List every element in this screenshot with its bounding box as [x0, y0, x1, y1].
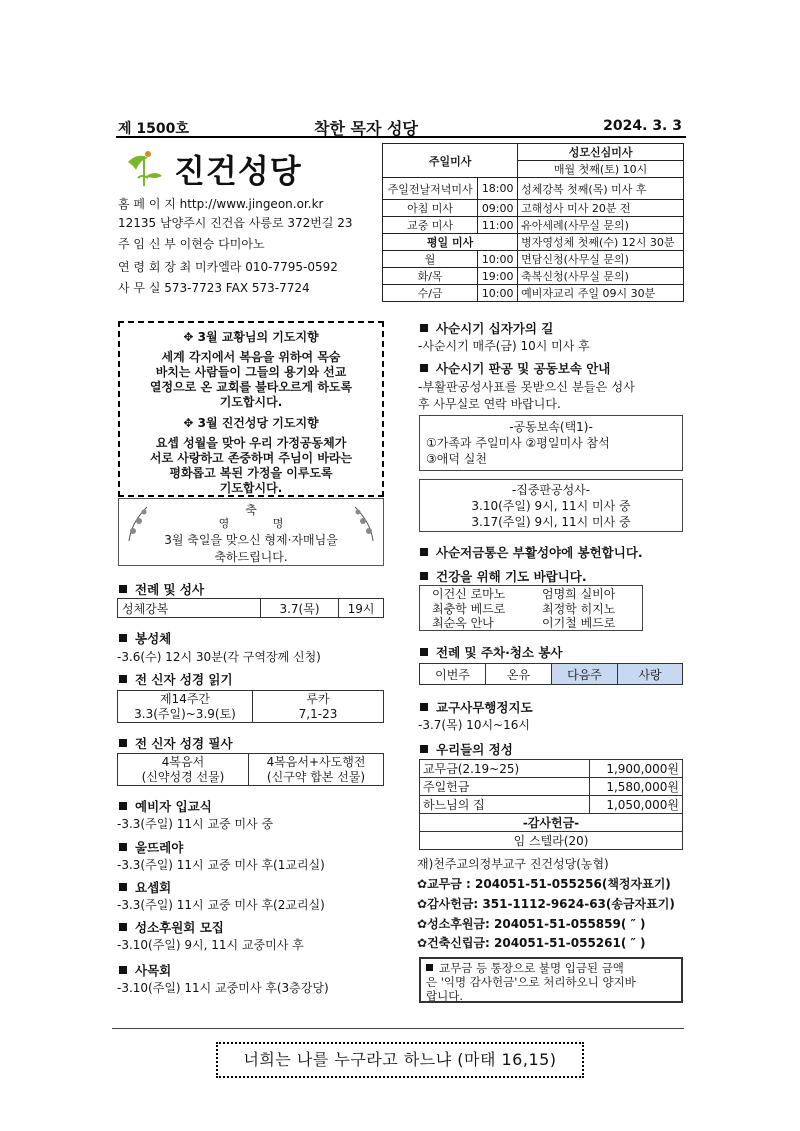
section-title-liturgy: 전례 및 성사 — [119, 580, 204, 598]
table-row: 교중 미사 11:00 유아세례(사무실 문의) — [383, 217, 684, 234]
account-holder: 재)천주교의정부교구 진건성당(농협) — [417, 857, 609, 871]
parish-logo — [122, 146, 322, 190]
bulletin-header — [116, 118, 686, 138]
account-line: ✿감사헌금: 351-1112-9624-63(송금자표기) — [417, 897, 675, 911]
table-row: 교무금(2.19~25) 1,900,000원 — [420, 760, 683, 778]
issue-number: 제 1500호 — [118, 121, 189, 137]
common-penance-box: -공동보속(택1)- ①가족과 주일미사 ②평일미사 참석 ③애덕 실천 — [419, 415, 683, 471]
section-title-stations: 사순시기 십자가의 길 — [420, 319, 553, 337]
section-title-bible-reading: 전 신자 성경 읽기 — [119, 670, 233, 688]
section-title-duty-roster: 전례 및 주차·청소 봉사 — [420, 643, 562, 661]
section-title-offerings: 우리들의 정성 — [420, 740, 513, 758]
pastor-line: 주 임 신 부 이현승 다미아노 — [118, 237, 265, 251]
duty-roster-table: 이번주 온유 다음주 사랑 — [419, 663, 683, 685]
section-title-lent-offering: 사순저금통은 부활성야에 봉헌합니다. — [420, 543, 643, 561]
section-title-health-prayer: 건강을 위해 기도 바랍니다. — [420, 567, 587, 585]
section-title-catechumen: 예비자 입교식 — [119, 797, 212, 815]
weekday-mass-header: 평일 미사 — [383, 234, 518, 251]
address-line: 12135 남양주시 진건읍 사릉로 372번길 23 — [118, 216, 353, 230]
list-item: 최충학 베드로 최정학 히지노 — [432, 601, 616, 616]
sacred-heart-header: 성모신심미사 — [518, 144, 684, 161]
list-item: 최순옥 안나 이기철 베드로 — [432, 616, 616, 630]
square-bullet-icon — [426, 964, 433, 971]
feast-day-celebration: 축 영 명 3월 축일을 맞으신 형제·자매님을 축하드립니다. — [118, 498, 384, 566]
homepage-line: 홈 페 이 지 http://www.jingeon.or.kr — [118, 197, 324, 211]
mass-schedule-table — [382, 143, 684, 302]
table-row: 아침 미사 09:00 고해성사 미사 20분 전 — [383, 200, 684, 217]
gospel-verse: 너희는 나를 누구라고 하느냐 (마태 16,15) — [216, 1042, 584, 1078]
account-line: ✿성소후원금: 204051-51-055859( ″ ) — [417, 917, 646, 931]
cross-icon: ✥ — [183, 416, 198, 430]
prayer-intentions-box: ✥ 3월 교황님의 기도지향 세계 각지에서 복음을 위하여 목숨 바치는 사람들이 그들의 용기와 선교 열정으로 온 교회를 불타오르게 하도록 기도합시다. ✥ 3월 진건성당 기도지향 요셉 성월을 맞아 우리 가정공동체가 서로 사랑하고 존중하며 주님이 바라는 평화롭고 복된 가정을 이루도록 기도합시다. — [118, 321, 384, 497]
section-title-sick-communion: 봉성체 — [119, 629, 171, 647]
sacred-heart-time: 매월 첫째(토) 10시 — [518, 161, 684, 178]
offerings-table — [419, 759, 683, 850]
section-title-confession: 사순시기 판공 및 공동보속 안내 — [420, 359, 610, 377]
sunday-mass-header: 주일미사 — [383, 144, 518, 178]
table-row: 하느님의 집 1,050,000원 — [420, 796, 683, 814]
section-title-office-closed: 교구사무행정지도 — [420, 698, 533, 716]
account-line: ✿건축신립금: 204051-51-055261( ″ ) — [417, 936, 646, 950]
bible-copy-table: 4복음서 (신약성경 선물) 4복음서+사도행전 (신구약 합본 선물) — [117, 753, 384, 786]
cross-icon: ✥ — [183, 330, 198, 344]
flower-icon: ✿ — [417, 897, 428, 911]
table-row: 주일헌금 1,580,000원 — [420, 778, 683, 796]
liturgy-table: 성체강복 3.7(목) 19시 — [117, 598, 384, 618]
table-row: 평일 미사 병자영성체 첫째(수) 12시 30분 — [383, 234, 684, 251]
flower-icon: ✿ — [417, 936, 428, 950]
prayer-title-pope: ✥ 3월 교황님의 기도지향 — [183, 330, 319, 344]
section-title-ultreya: 울뜨레야 — [119, 838, 183, 856]
table-row: 월 10:00 면담신청(사무실 문의) — [383, 251, 684, 268]
section-title-vocation-support: 성소후원회 모집 — [119, 918, 224, 936]
bible-reading-table: 제14주간 3.3(주일)~3.9(토) 루카 7,1-23 — [117, 690, 384, 723]
table-row: 임 스텔라(20) — [420, 832, 683, 850]
bulletin-name: 착한 목자 성당 — [314, 119, 418, 138]
section-title-pastoral-council: 사목회 — [119, 961, 171, 979]
office-line: 사 무 실 573-7723 FAX 573-7724 — [118, 281, 310, 295]
table-row: 화/목 19:00 축복신청(사무실 문의) — [383, 268, 684, 285]
flower-icon: ✿ — [417, 917, 428, 931]
council-line: 연 령 회 장 최 미카엘라 010-7795-0592 — [118, 260, 338, 274]
section-title-joseph: 요셉회 — [119, 878, 171, 896]
parish-logo-text: 진건성당 — [174, 152, 302, 190]
notice-box: 교무금 등 통장으로 불명 입금된 금액 은 '익명 감사헌금'으로 처리하오니 양지바 랍니다. — [419, 957, 683, 1003]
flower-icon: ✿ — [417, 877, 428, 891]
prayer-title-parish: ✥ 3월 진건성당 기도지향 — [183, 416, 319, 430]
intensive-confession-box: -집중판공성사- 3.10(주일) 9시, 11시 미사 중 3.17(주일) 9시, 11시 미사 중 — [419, 479, 683, 532]
table-row: 주일전날저녁미사 18:00 성체강복 첫째(목) 미사 후 — [383, 178, 684, 200]
parish-logo-icon — [122, 148, 170, 188]
account-line: ✿교무금 : 204051-51-055256(책정자표기) — [417, 877, 671, 891]
section-title-bible-copy: 전 신자 성경 필사 — [119, 734, 233, 752]
table-row: 수/금 10:00 예비자교리 주일 09시 30분 — [383, 285, 684, 302]
health-prayer-list — [419, 585, 643, 631]
footer-divider — [112, 1028, 684, 1029]
table-row: -감사헌금- — [420, 814, 683, 832]
list-item: 이건신 로마노 엄명희 실비아 — [432, 587, 616, 601]
bulletin-date: 2024. 3. 3 — [603, 118, 682, 134]
